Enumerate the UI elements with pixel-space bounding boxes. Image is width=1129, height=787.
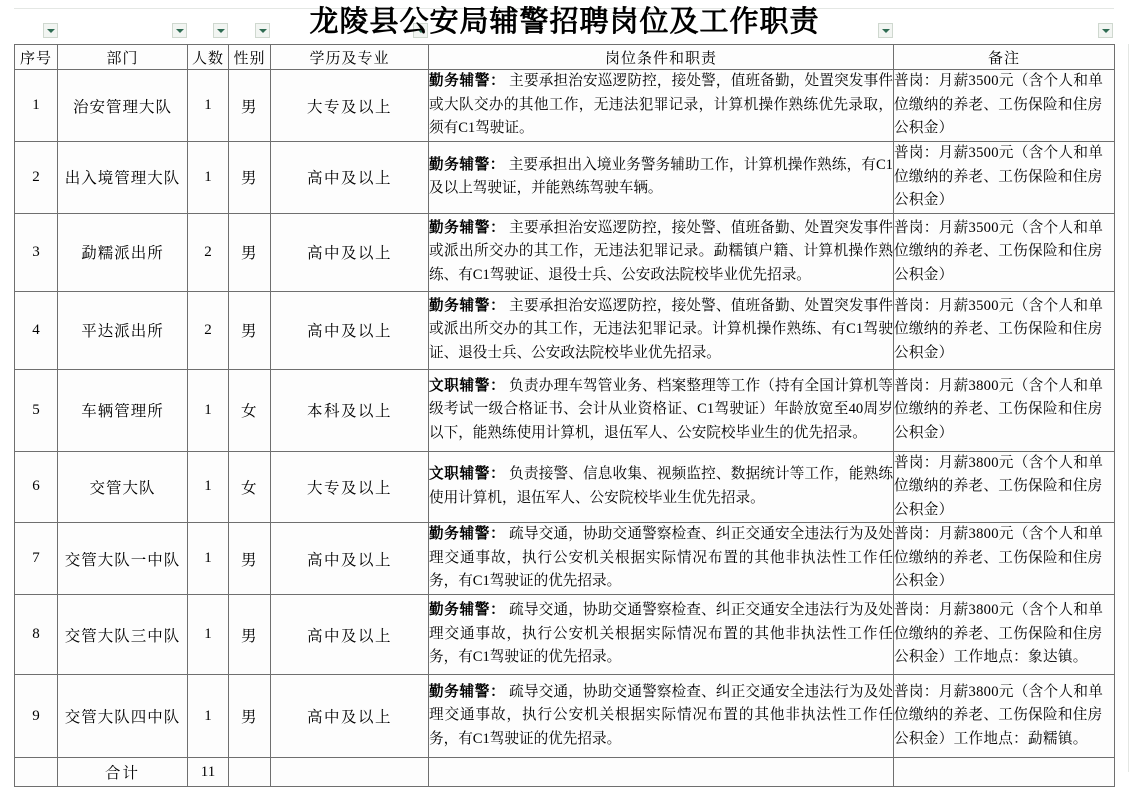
duty-role-label: 勤务辅警：	[429, 156, 505, 173]
cell-gender: 男	[229, 213, 271, 291]
total-gender-blank	[229, 758, 271, 787]
cell-headcount: 1	[188, 595, 229, 675]
cell-department: 勐糯派出所	[58, 213, 188, 291]
cell-notes	[894, 142, 1115, 214]
cell-education: 高中及以上	[271, 291, 429, 369]
cell-gender: 男	[229, 70, 271, 142]
cell-headcount: 2	[188, 213, 229, 291]
cell-duties	[429, 70, 894, 142]
cell-department: 平达派出所	[58, 291, 188, 369]
duty-role-label: 文职辅警：	[429, 377, 506, 394]
duty-role-label: 勤务辅警：	[429, 683, 506, 700]
cell-department: 交管大队四中队	[58, 675, 188, 758]
cell-index: 7	[15, 523, 58, 595]
cell-education: 高中及以上	[271, 675, 429, 758]
cell-headcount: 1	[188, 675, 229, 758]
cell-gender: 男	[229, 142, 271, 214]
total-education-blank	[271, 758, 429, 787]
cell-education: 大专及以上	[271, 70, 429, 142]
cell-gender: 男	[229, 675, 271, 758]
cell-education: 大专及以上	[271, 451, 429, 523]
cell-headcount: 1	[188, 523, 229, 595]
cell-index: 9	[15, 675, 58, 758]
cell-notes	[894, 451, 1115, 523]
cell-department: 出入境管理大队	[58, 142, 188, 214]
total-index-blank	[15, 758, 58, 787]
duty-role-label: 文职辅警：	[429, 466, 506, 483]
autofilter-row	[0, 0, 1129, 44]
cell-index: 3	[15, 213, 58, 291]
total-notes-blank	[894, 758, 1115, 787]
duty-description: 疏导交通，协助交通警察检查、纠正交通安全违法行为及处理交通事故，执行公安机关根据实际情况布置的其他非执法性工作任务，有C1驾驶证的优先招录。	[429, 602, 893, 666]
duty-description: 负责办理车驾管业务、档案整理等工作（持有全国计算机等级考试一级合格证书、会计从业资格证、C1驾驶证）年龄放宽至40周岁以下，能熟练使用计算机，退伍军人、公安院校毕业生的优先招录。	[429, 377, 893, 441]
cell-duties	[429, 369, 894, 451]
page-title: 龙陵县公安局辅警招聘岗位及工作职责	[309, 6, 820, 38]
table-row	[15, 595, 1115, 675]
table-row	[15, 451, 1115, 523]
cell-notes	[894, 213, 1115, 291]
duty-description: 主要承担治安巡逻防控，接处警、值班备勤、处置突发事件或派出所交办的其工作，无违法犯罪记录。勐糯镇户籍、计算机操作熟练、有C1驾驶证、退役士兵、公安政法院校毕业优先招录。	[429, 219, 893, 283]
cell-notes	[894, 70, 1115, 142]
column-header-department: 部门	[58, 45, 188, 70]
table-row	[15, 675, 1115, 758]
duty-description: 主要承担治安巡逻防控，接处警，值班备勤，处置突发事件或大队交办的其他工作，无违法犯罪记录，计算机操作熟练优先录取，须有C1驾驶证。	[429, 73, 893, 137]
note-text: 普岗：月薪3500元（含个人和单位缴纳的养老、工伤保险和住房公积金）	[894, 219, 1104, 283]
cell-duties	[429, 142, 894, 214]
cell-duties	[429, 675, 894, 758]
column-header-headcount: 人数	[188, 45, 229, 70]
cell-education: 高中及以上	[271, 523, 429, 595]
cell-index: 2	[15, 142, 58, 214]
cell-education: 本科及以上	[271, 369, 429, 451]
table-total-row	[15, 758, 1115, 787]
table-row	[15, 142, 1115, 214]
total-headcount: 11	[188, 758, 229, 787]
cell-index: 8	[15, 595, 58, 675]
duty-description: 疏导交通，协助交通警察检查、纠正交通安全违法行为及处理交通事故，执行公安机关根据实际情况布置的其他非执法性工作任务，有C1驾驶证的优先招录。	[429, 683, 893, 747]
cell-index: 1	[15, 70, 58, 142]
cell-duties	[429, 291, 894, 369]
table-row	[15, 70, 1115, 142]
column-header-index: 序号	[15, 45, 58, 70]
table-body	[15, 70, 1115, 787]
cell-department: 治安管理大队	[58, 70, 188, 142]
note-text: 普岗：月薪3500元（含个人和单位缴纳的养老、工伤保险和住房公积金）	[894, 297, 1104, 361]
cell-gender: 男	[229, 523, 271, 595]
total-duties-blank	[429, 758, 894, 787]
cell-headcount: 2	[188, 291, 229, 369]
note-text: 普岗：月薪3500元（含个人和单位缴纳的养老、工伤保险和住房公积金）	[894, 73, 1104, 137]
cell-index: 4	[15, 291, 58, 369]
cell-duties	[429, 595, 894, 675]
cell-headcount: 1	[188, 451, 229, 523]
column-header-gender: 性别	[229, 45, 271, 70]
cell-notes	[894, 523, 1115, 595]
column-header-education: 学历及专业	[271, 45, 429, 70]
table-row	[15, 291, 1115, 369]
duty-description: 负责接警、信息收集、视频监控、数据统计等工作，能熟练使用计算机，退伍军人、公安院校毕业生优先招录。	[429, 466, 893, 506]
table-header-row	[15, 45, 1115, 70]
column-header-notes: 备注	[894, 45, 1115, 70]
note-text: 普岗：月薪3800元（含个人和单位缴纳的养老、工伤保险和住房公积金）工作地点：勐糯镇。	[894, 683, 1104, 747]
cell-duties	[429, 451, 894, 523]
duty-role-label: 勤务辅警：	[429, 526, 506, 543]
note-text: 普岗：月薪3800元（含个人和单位缴纳的养老、工伤保险和住房公积金）	[894, 377, 1104, 441]
cell-duties	[429, 523, 894, 595]
duty-role-label: 勤务辅警：	[429, 219, 506, 236]
note-text: 普岗：月薪3500元（含个人和单位缴纳的养老、工伤保险和住房公积金）	[894, 145, 1104, 208]
cell-education: 高中及以上	[271, 213, 429, 291]
duty-role-label: 勤务辅警：	[429, 73, 506, 90]
table-row	[15, 523, 1115, 595]
cell-department: 车辆管理所	[58, 369, 188, 451]
note-text: 普岗：月薪3800元（含个人和单位缴纳的养老、工伤保险和住房公积金）工作地点：象达镇。	[894, 602, 1104, 666]
note-text: 普岗：月薪3800元（含个人和单位缴纳的养老、工伤保险和住房公积金）	[894, 454, 1104, 518]
cell-department: 交管大队一中队	[58, 523, 188, 595]
cell-gender: 男	[229, 595, 271, 675]
table-row	[15, 213, 1115, 291]
cell-notes	[894, 291, 1115, 369]
note-text: 普岗：月薪3800元（含个人和单位缴纳的养老、工伤保险和住房公积金）	[894, 526, 1104, 590]
duty-description: 主要承担治安巡逻防控，接处警、值班备勤、处置突发事件或派出所交办的其工作，无违法犯罪记录。计算机操作熟练、有C1驾驶证、退役士兵、公安政法院校毕业优先招录。	[429, 297, 893, 361]
duty-description: 疏导交通，协助交通警察检查、纠正交通安全违法行为及处理交通事故，执行公安机关根据实际情况布置的其他非执法性工作任务，有C1驾驶证的优先招录。	[429, 526, 893, 590]
cell-headcount: 1	[188, 369, 229, 451]
column-header-duties: 岗位条件和职责	[429, 45, 894, 70]
cell-duties	[429, 213, 894, 291]
cell-index: 5	[15, 369, 58, 451]
cell-gender: 女	[229, 369, 271, 451]
cell-education: 高中及以上	[271, 142, 429, 214]
duty-role-label: 勤务辅警：	[429, 602, 506, 619]
cell-department: 交管大队	[58, 451, 188, 523]
recruitment-table	[14, 44, 1115, 787]
cell-education: 高中及以上	[271, 595, 429, 675]
table-row	[15, 369, 1115, 451]
cell-index: 6	[15, 451, 58, 523]
cell-notes	[894, 595, 1115, 675]
total-label: 合计	[58, 758, 188, 787]
cell-gender: 男	[229, 291, 271, 369]
duty-description: 主要承担出入境业务警务辅助工作，计算机操作熟练，有C1及以上驾驶证，并能熟练驾驶车辆。	[429, 156, 893, 197]
cell-notes	[894, 369, 1115, 451]
duty-role-label: 勤务辅警：	[429, 297, 506, 314]
cell-headcount: 1	[188, 142, 229, 214]
cell-gender: 女	[229, 451, 271, 523]
cell-department: 交管大队三中队	[58, 595, 188, 675]
cell-headcount: 1	[188, 70, 229, 142]
cell-notes	[894, 675, 1115, 758]
